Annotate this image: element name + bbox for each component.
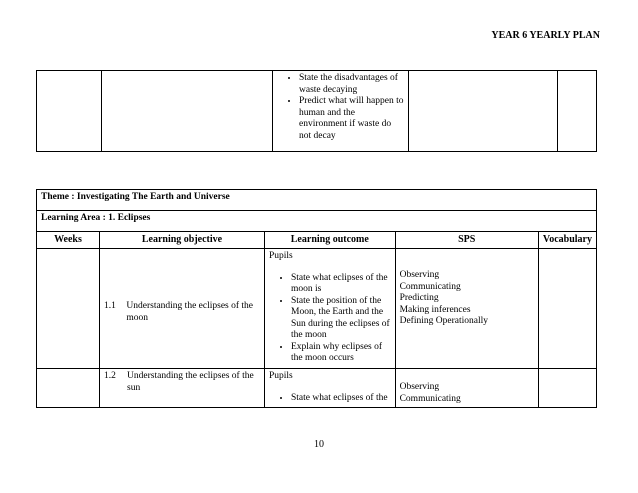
column-header-weeks: Weeks: [37, 232, 100, 249]
page-header-title: YEAR 6 YEARLY PLAN: [491, 30, 600, 41]
pupils-label: Pupils: [269, 251, 293, 261]
sps-item: Making inferences: [399, 304, 471, 315]
table-row: [37, 249, 597, 369]
objective-number: 1.1: [103, 301, 116, 311]
sps-cell: [395, 249, 538, 369]
outcome-item: • State the position of the Moon, the Earth and the Sun during the eclipses of the moon: [291, 296, 391, 342]
theme-row: Theme : Investigating The Earth and Universe: [37, 190, 597, 211]
objective-text: Understanding the eclipses of the sun: [127, 371, 254, 393]
weeks-cell: [37, 249, 100, 369]
sps-item: Communicating: [399, 281, 461, 292]
outcome-list: [277, 73, 404, 142]
column-header-sps: SPS: [395, 232, 538, 249]
outcome-cell: [265, 369, 396, 408]
outcome-list: [269, 393, 391, 405]
sps-item: Observing: [399, 270, 440, 280]
outcome-item: • Explain why eclipses of the moon occurs: [291, 342, 391, 365]
objective-cell: [102, 71, 273, 152]
weeks-cell: [37, 369, 100, 408]
vocabulary-cell: [538, 249, 596, 369]
column-header-objective: Learning objective: [99, 232, 264, 249]
column-header-outcome: Learning outcome: [265, 232, 396, 249]
continuation-table: [36, 70, 597, 152]
page-number: 10: [314, 439, 324, 450]
objective-cell: [99, 369, 264, 408]
outcome-item: • State what eclipses of the: [291, 393, 391, 405]
vocabulary-cell: [538, 369, 596, 408]
outcome-item: • State the disadvantages of waste decaying: [299, 73, 404, 96]
sps-cell: [409, 71, 558, 152]
pupils-label: Pupils: [269, 371, 293, 381]
table-row: [37, 369, 597, 408]
weeks-cell: [37, 71, 102, 152]
learning-area-row: Learning Area : 1. Eclipses: [37, 211, 597, 232]
sps-item: Observing: [399, 382, 440, 392]
sps-cell: [395, 369, 538, 408]
objective-text: Understanding the eclipses of the moon: [126, 301, 254, 323]
objective-number: 1.2: [103, 371, 116, 381]
outcome-cell: [273, 71, 409, 152]
sps-item: Predicting: [399, 293, 439, 303]
outcome-item: • Predict what will happen to human and the environment if waste do not decay: [299, 96, 404, 142]
outcome-list: [269, 273, 391, 365]
outcome-cell: [265, 249, 396, 369]
lesson-plan-table: [36, 189, 597, 408]
sps-item: Defining Operationally: [399, 316, 488, 326]
outcome-item: • State what eclipses of the moon is: [291, 273, 391, 296]
objective-cell: [99, 249, 264, 369]
column-header-vocabulary: Vocabulary: [538, 232, 596, 249]
sps-item: Communicating: [399, 393, 461, 404]
vocabulary-cell: [558, 71, 597, 152]
